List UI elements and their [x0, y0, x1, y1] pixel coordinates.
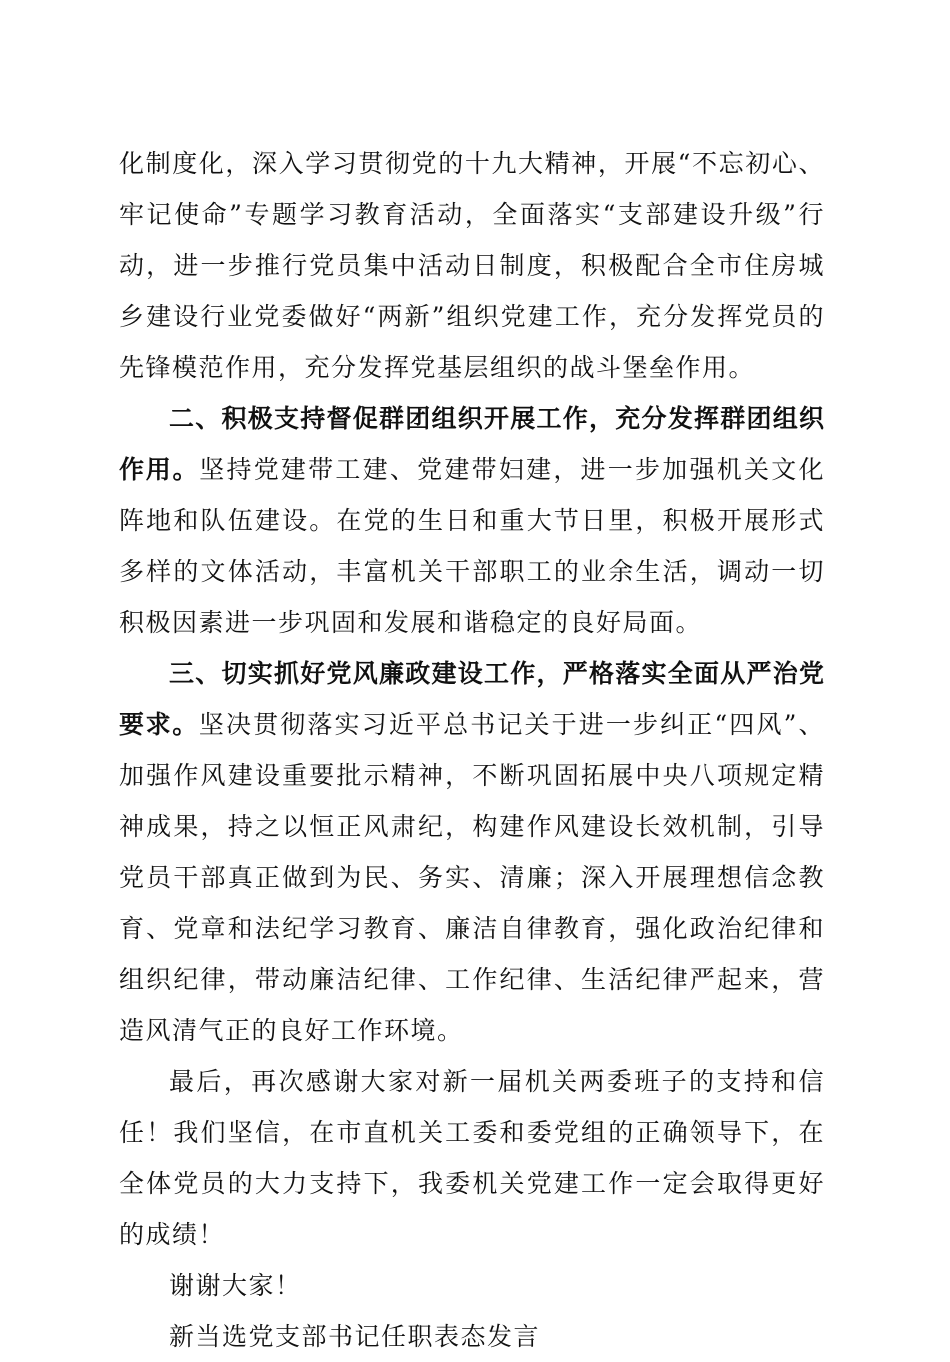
paragraph-text: 谢谢大家！: [169, 1271, 302, 1300]
paragraph-party-building-continued: [119, 138, 825, 393]
paragraph-closing-thanks: [119, 1056, 825, 1260]
paragraph-text: 坚决贯彻落实习近平总书记关于进一步纠正“四风”、加强作风建设重要批示精神，不断巩固拓展中央八项规定精神成果，持之以恒正风肃纪，构建作风建设长效机制，引导党员干部真正做到为民、务实、清廉；深入开展理想信念教育、党章和法纪学习教育、廉洁自律教育，强化政治纪律和组织纪律，带动廉洁纪律、工作纪律、生活纪律严起来，营造风清气正的良好工作环境。: [119, 710, 825, 1045]
paragraph-mass-organizations: [119, 393, 825, 648]
document-page: [119, 138, 825, 1362]
paragraph-text: 化制度化，深入学习贯彻党的十九大精神，开展“不忘初心、牢记使命”专题学习教育活动，全面落实“支部建设升级”行动，进一步推行党员集中活动日制度，积极配合全市住房城乡建设行业党委做好“两新”组织党建工作，充分发挥党员的先锋模范作用，充分发挥党基层组织的战斗堡垒作用。: [119, 149, 825, 382]
paragraph-text: 坚持党建带工建、党建带妇建，进一步加强机关文化阵地和队伍建设。在党的生日和重大节日里，积极开展形式多样的文体活动，丰富机关干部职工的业余生活，调动一切积极因素进一步巩固和发展和谐稳定的良好局面。: [119, 455, 825, 637]
paragraph-thank-you: [119, 1260, 825, 1311]
paragraph-text: 最后，再次感谢大家对新一届机关两委班子的支持和信任！我们坚信，在市直机关工委和委党组的正确领导下，在全体党员的大力支持下，我委机关党建工作一定会取得更好的成绩！: [119, 1067, 825, 1249]
section-heading-two: 二、积极支持督促群团组织开展工作，充分发挥群团组织作用。: [119, 404, 825, 484]
section-heading-three: 三、切实抓好党风廉政建设工作，严格落实全面从严治党要求。: [119, 659, 825, 739]
paragraph-clean-governance: [119, 648, 825, 1056]
paragraph-text: 新当选党支部书记任职表态发言: [169, 1322, 541, 1351]
paragraph-next-title: [119, 1311, 825, 1362]
